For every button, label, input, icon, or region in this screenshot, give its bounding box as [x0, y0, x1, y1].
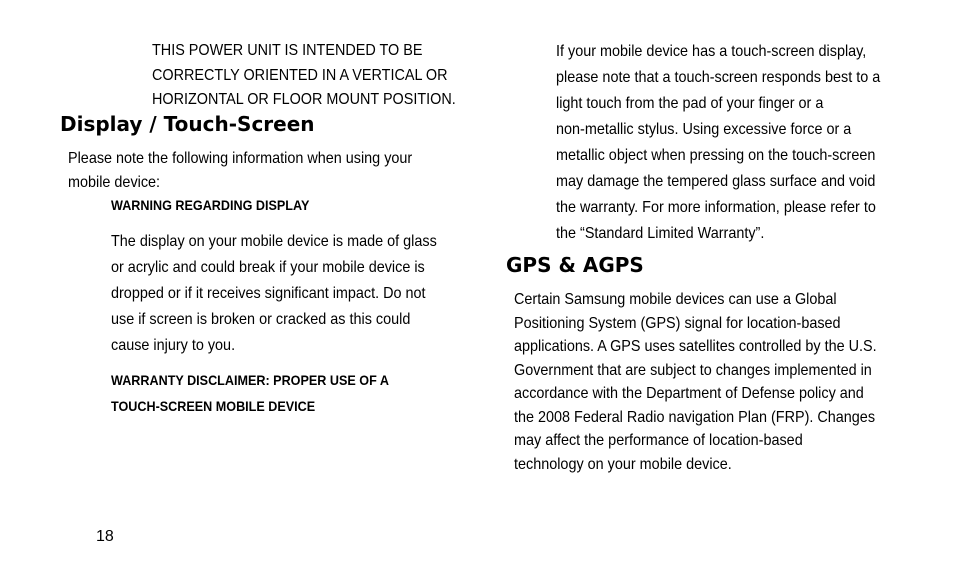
gps-line: technology on your mobile device. — [514, 455, 732, 473]
gps-line: Government that are subject to changes implemented in — [514, 361, 872, 379]
gps-line: applications. A GPS uses satellites controlled by the U.S. — [514, 338, 877, 355]
disclaimer-line: WARRANTY DISCLAIMER: PROPER USE OF A — [111, 372, 389, 388]
notice-line: CORRECTLY ORIENTED IN A VERTICAL OR — [152, 66, 448, 84]
display-touch-screen-heading: Display / Touch-Screen — [60, 112, 315, 136]
gps-line: Certain Samsung mobile devices can use a Global — [514, 291, 837, 308]
warning-display-heading: WARNING REGARDING DISPLAY — [111, 197, 310, 213]
notice-line: THIS POWER UNIT IS INTENDED TO BE — [152, 42, 423, 59]
power-unit-notice — [152, 39, 456, 113]
notice-line: HORIZONTAL OR FLOOR MOUNT POSITION. — [152, 91, 456, 108]
touch-line: non-metallic stylus. Using excessive force or a — [556, 121, 852, 138]
touch-line: may damage the tempered glass surface and void — [556, 173, 876, 190]
warning-display-paragraph — [111, 229, 437, 359]
intro-line: Please note the following information when using your — [68, 150, 413, 167]
touch-line: metallic object when pressing on the touch-screen — [556, 147, 876, 164]
gps-line: accordance with the Department of Defense policy and — [514, 385, 864, 402]
warning-line: The display on your mobile device is made of glass — [111, 233, 437, 250]
touch-line: the “Standard Limited Warranty”. — [556, 225, 765, 242]
gps-line: Positioning System (GPS) signal for location-based — [514, 314, 841, 332]
page-number: 18 — [96, 528, 114, 545]
disclaimer-line: TOUCH-SCREEN MOBILE DEVICE — [111, 398, 316, 414]
warranty-disclaimer-heading — [111, 367, 389, 419]
touch-line: the warranty. For more information, please refer to — [556, 199, 876, 216]
intro-line: mobile device: — [68, 173, 161, 191]
gps-agps-heading: GPS & AGPS — [506, 253, 644, 277]
touch-line: light touch from the pad of your finger or a — [556, 95, 824, 112]
display-intro-paragraph — [68, 147, 412, 194]
gps-paragraph — [514, 288, 877, 476]
touch-line: please note that a touch-screen responds best to a — [556, 69, 881, 86]
touch-line: If your mobile device has a touch-screen display, — [556, 43, 867, 60]
warning-line: dropped or if it receives significant impact. Do not — [111, 285, 426, 302]
touch-screen-paragraph — [556, 39, 880, 247]
warning-line: use if screen is broken or cracked as this could — [111, 311, 411, 328]
warning-line: or acrylic and could break if your mobile device is — [111, 259, 425, 276]
gps-line: the 2008 Federal Radio navigation Plan (FRP). Changes — [514, 408, 876, 426]
gps-line: may affect the performance of location-based — [514, 432, 803, 449]
warning-line: cause injury to you. — [111, 337, 236, 354]
